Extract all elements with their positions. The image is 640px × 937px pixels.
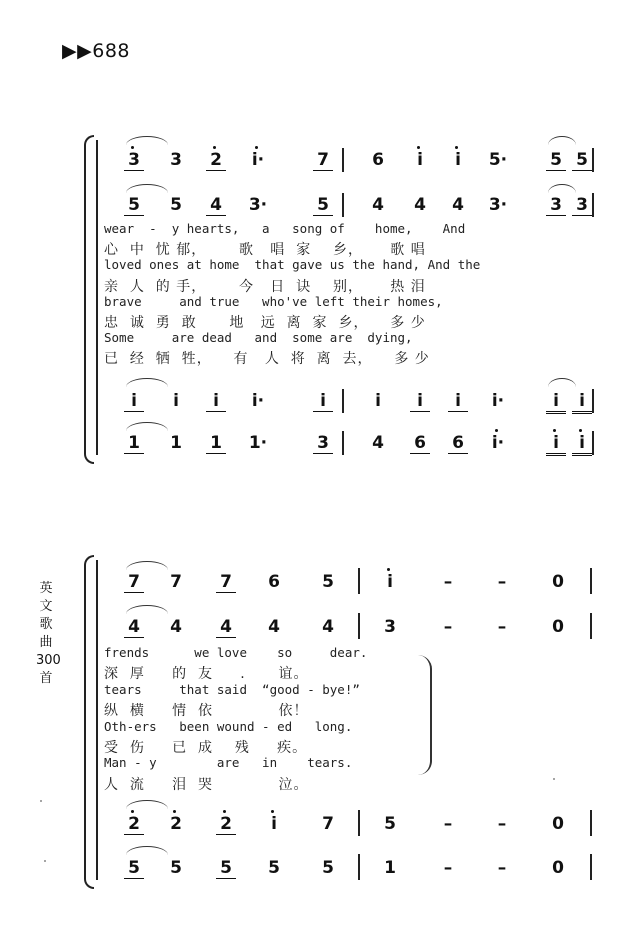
note: 5 [322, 572, 334, 592]
note: 5 [313, 195, 333, 216]
speck [44, 860, 46, 862]
note: 6 [268, 572, 280, 592]
barline [590, 854, 592, 880]
note: 3 [572, 195, 592, 216]
note: i· [491, 391, 505, 411]
book-title-char: 英 [39, 581, 53, 596]
note: i [206, 391, 226, 412]
note: 5 [124, 858, 144, 879]
barline [358, 810, 360, 836]
note: 2 [124, 814, 144, 835]
note: 3 [124, 150, 144, 171]
note: i· [251, 391, 265, 411]
note: 4 [414, 195, 426, 215]
note: 5 [384, 814, 396, 834]
note: 7 [313, 150, 333, 171]
note: 5 [268, 858, 280, 878]
barline [358, 568, 360, 594]
note: 0 [552, 858, 564, 878]
note: 4 [452, 195, 464, 215]
octave-dot [387, 568, 390, 571]
note: 1 [206, 433, 226, 454]
note: 1· [248, 433, 268, 453]
octave-dot [173, 810, 176, 813]
note: 7 [124, 572, 144, 593]
book-title-char: 300 [36, 653, 61, 668]
note: 5 [546, 150, 566, 171]
slur [126, 561, 168, 570]
book-title-char: 歌 [39, 617, 53, 632]
note: 1 [384, 858, 396, 878]
note: i [380, 572, 400, 592]
note: – [443, 858, 453, 878]
note: i [124, 391, 144, 412]
note: i [448, 150, 468, 170]
note: 5· [488, 150, 508, 170]
note: i [375, 391, 381, 411]
lyric-line: wear - y hearts, a song of home, And [104, 221, 466, 236]
note: 7 [322, 814, 334, 834]
lyric-line: 纵 横 情 依 依！ [104, 703, 309, 720]
note: – [497, 814, 507, 834]
note: 1 [170, 433, 182, 453]
note: 2 [206, 150, 226, 171]
note: 7 [216, 572, 236, 593]
note: – [443, 572, 453, 592]
note: i [410, 150, 430, 170]
lyric-line: Man - y are in tears. [104, 755, 353, 771]
speck [40, 800, 42, 802]
note: i [448, 391, 468, 412]
lyric-line: 已 经 牺 牲， 有 人 将 离 去， 多 少 [104, 351, 430, 368]
note: i· [488, 433, 508, 453]
lyric-line: loved ones at home that gave us the hand, And the [104, 257, 481, 273]
note: 2 [166, 814, 186, 834]
note: 3· [248, 195, 268, 215]
note: 6 [410, 433, 430, 454]
speck [553, 778, 555, 780]
note: i [313, 391, 333, 412]
note: 4 [372, 195, 384, 215]
lyric-line: 忠 诚 勇 敢 地 远 离 家 乡， 多 少 [104, 315, 426, 331]
note: 3· [488, 195, 508, 215]
note: 5 [170, 858, 182, 878]
note: 5 [572, 150, 592, 171]
barline [590, 810, 592, 836]
book-title-char: 文 [39, 599, 53, 614]
note: 6 [448, 433, 468, 454]
barline [590, 613, 592, 639]
lyric-line: 心 中 忧 郁， 歌 唱 家 乡， 歌 唱 [104, 242, 426, 259]
octave-dot [131, 810, 134, 813]
note: 4 [124, 617, 144, 638]
lyric-line: 受 伤 已 成 残 疾。 [104, 740, 308, 756]
note: 3 [170, 150, 182, 170]
note: i [546, 391, 566, 414]
lyrics-brace [418, 655, 432, 775]
note: 5 [322, 858, 334, 878]
note: 5 [216, 858, 236, 879]
lyric-line: Some are dead and some are dying, [104, 330, 413, 346]
note: 3 [546, 195, 566, 216]
note: 4 [170, 617, 182, 637]
book-title-char: 曲 [39, 635, 53, 650]
note: 4 [206, 195, 226, 216]
note: 5 [124, 195, 144, 216]
note: 4 [216, 617, 236, 638]
note: 3 [384, 617, 396, 637]
note: – [497, 572, 507, 592]
octave-dot [223, 810, 226, 813]
note: i [546, 433, 566, 456]
lyric-line: Oth-ers been wound - ed long. [104, 718, 353, 734]
slur [126, 846, 168, 855]
slur [126, 605, 168, 614]
note: 0 [552, 617, 564, 637]
barline [358, 613, 360, 639]
note: 3 [313, 433, 333, 454]
book-title-char: 首 [39, 671, 53, 686]
note: 7 [170, 572, 182, 592]
note: – [443, 617, 453, 637]
page-number: ▶▶688 [62, 40, 130, 62]
lyric-line: 亲 人 的 手， 今 日 诀 别， 热 泪 [104, 278, 426, 295]
double-arrow-icon: ▶▶ [62, 40, 93, 62]
note: i [173, 391, 179, 411]
note: – [497, 617, 507, 637]
note: 5 [170, 195, 182, 215]
note: i [572, 391, 592, 414]
octave-dot [271, 810, 274, 813]
note: 6 [372, 150, 384, 170]
note: – [443, 814, 453, 834]
slur [126, 800, 168, 809]
note: 1 [124, 433, 144, 454]
note: i [410, 391, 430, 412]
note: 4 [268, 617, 280, 637]
note: i [264, 814, 284, 834]
note: 0 [552, 572, 564, 592]
lyric-line: tears that said “good - bye!” [104, 681, 360, 697]
lyric-line: 深 厚 的 友 . 谊。 [104, 666, 309, 683]
note: – [497, 858, 507, 878]
note: 2 [216, 814, 236, 835]
lyric-line: brave and true who've left their homes, [104, 293, 443, 309]
lyric-line: 人 流 泪 哭 泣。 [104, 776, 309, 793]
note: 0 [552, 814, 564, 834]
barline [590, 568, 592, 594]
note: i [572, 433, 592, 456]
barline [358, 854, 360, 880]
lyric-line: frends we love so dear. [104, 645, 368, 660]
note: i· [248, 150, 268, 170]
note: 4 [322, 617, 334, 637]
note: 4 [372, 433, 384, 453]
